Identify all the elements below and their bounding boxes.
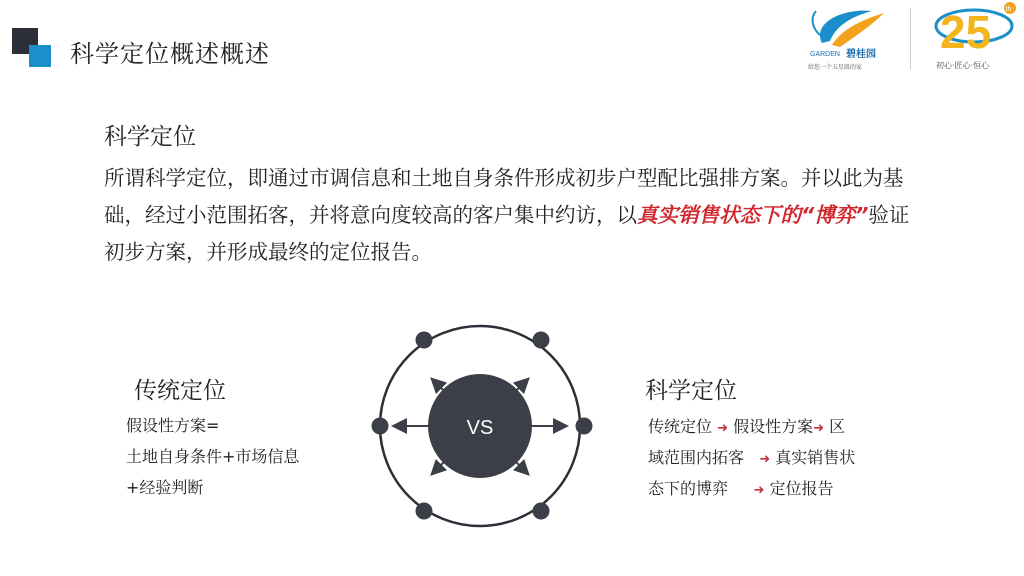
- garden-brand-text: 碧桂园: [846, 49, 876, 60]
- para-highlight: 真实销售状态下的“博弈”: [637, 203, 869, 227]
- country-garden-logo: [802, 3, 892, 73]
- flow-arrow-icon: ➜: [813, 421, 825, 436]
- step-game: 态下的博弈: [648, 479, 729, 498]
- para-part-2: 验证初步方案，并形成最终的定位报告。: [104, 203, 910, 264]
- step-region-part: 区: [829, 417, 846, 436]
- scientific-title: 科学定位: [645, 378, 737, 404]
- step-hypothesis: 假设性方案: [733, 417, 814, 436]
- step-expansion: 域范围内拓客: [648, 448, 745, 467]
- traditional-line-2: 土地自身条件+市场信息: [126, 447, 300, 466]
- vs-label: VS: [466, 417, 494, 439]
- vs-diagram: [365, 318, 595, 540]
- step-report: 定位报告: [769, 479, 834, 498]
- scientific-line-1: [648, 414, 845, 437]
- scientific-line-3: [648, 476, 833, 499]
- traditional-title: 传统定位: [134, 378, 226, 404]
- page-title: 科学定位概述概述: [70, 40, 270, 68]
- logo-divider: [910, 8, 911, 70]
- traditional-line-3: +经验判断: [126, 478, 204, 497]
- flow-arrow-icon: ➜: [717, 421, 729, 436]
- ring-dot-bottom-right: [533, 503, 550, 520]
- flow-arrow-icon: ➜: [753, 483, 765, 498]
- section-heading: 科学定位: [104, 124, 196, 150]
- title-square-blue: [29, 45, 51, 67]
- garden-slogan-text: 给您一个五星级的家: [808, 64, 863, 71]
- traditional-line-1: 假设性方案=: [126, 416, 220, 435]
- ring-dot-top-left: [416, 332, 433, 349]
- title-decoration: [12, 28, 52, 68]
- anniversary-number: 25: [940, 6, 992, 58]
- para-part-1: 所谓科学定位，即通过市调信息和土地自身条件形成初步户型配比强排方案。并以此为基础，经过小范围拓客，并将意向度较高的客户集中约访，以: [104, 166, 904, 227]
- scientific-line-2: [648, 445, 855, 468]
- anniversary-25-logo: [930, 0, 1018, 74]
- step-real-sales-part: 真实销售状: [775, 448, 856, 467]
- intro-paragraph: [104, 160, 914, 271]
- garden-en-text: GARDEN: [810, 51, 840, 58]
- ring-dot-top-right: [533, 332, 550, 349]
- step-traditional: 传统定位: [648, 417, 713, 436]
- ring-dot-right: [576, 418, 593, 435]
- ring-dot-left: [372, 418, 389, 435]
- flow-arrow-icon: ➜: [759, 452, 771, 467]
- anniversary-slogan: 初心·匠心·恒心: [936, 61, 990, 70]
- ring-dot-bottom-left: [416, 503, 433, 520]
- anniversary-sup: th: [1005, 6, 1012, 13]
